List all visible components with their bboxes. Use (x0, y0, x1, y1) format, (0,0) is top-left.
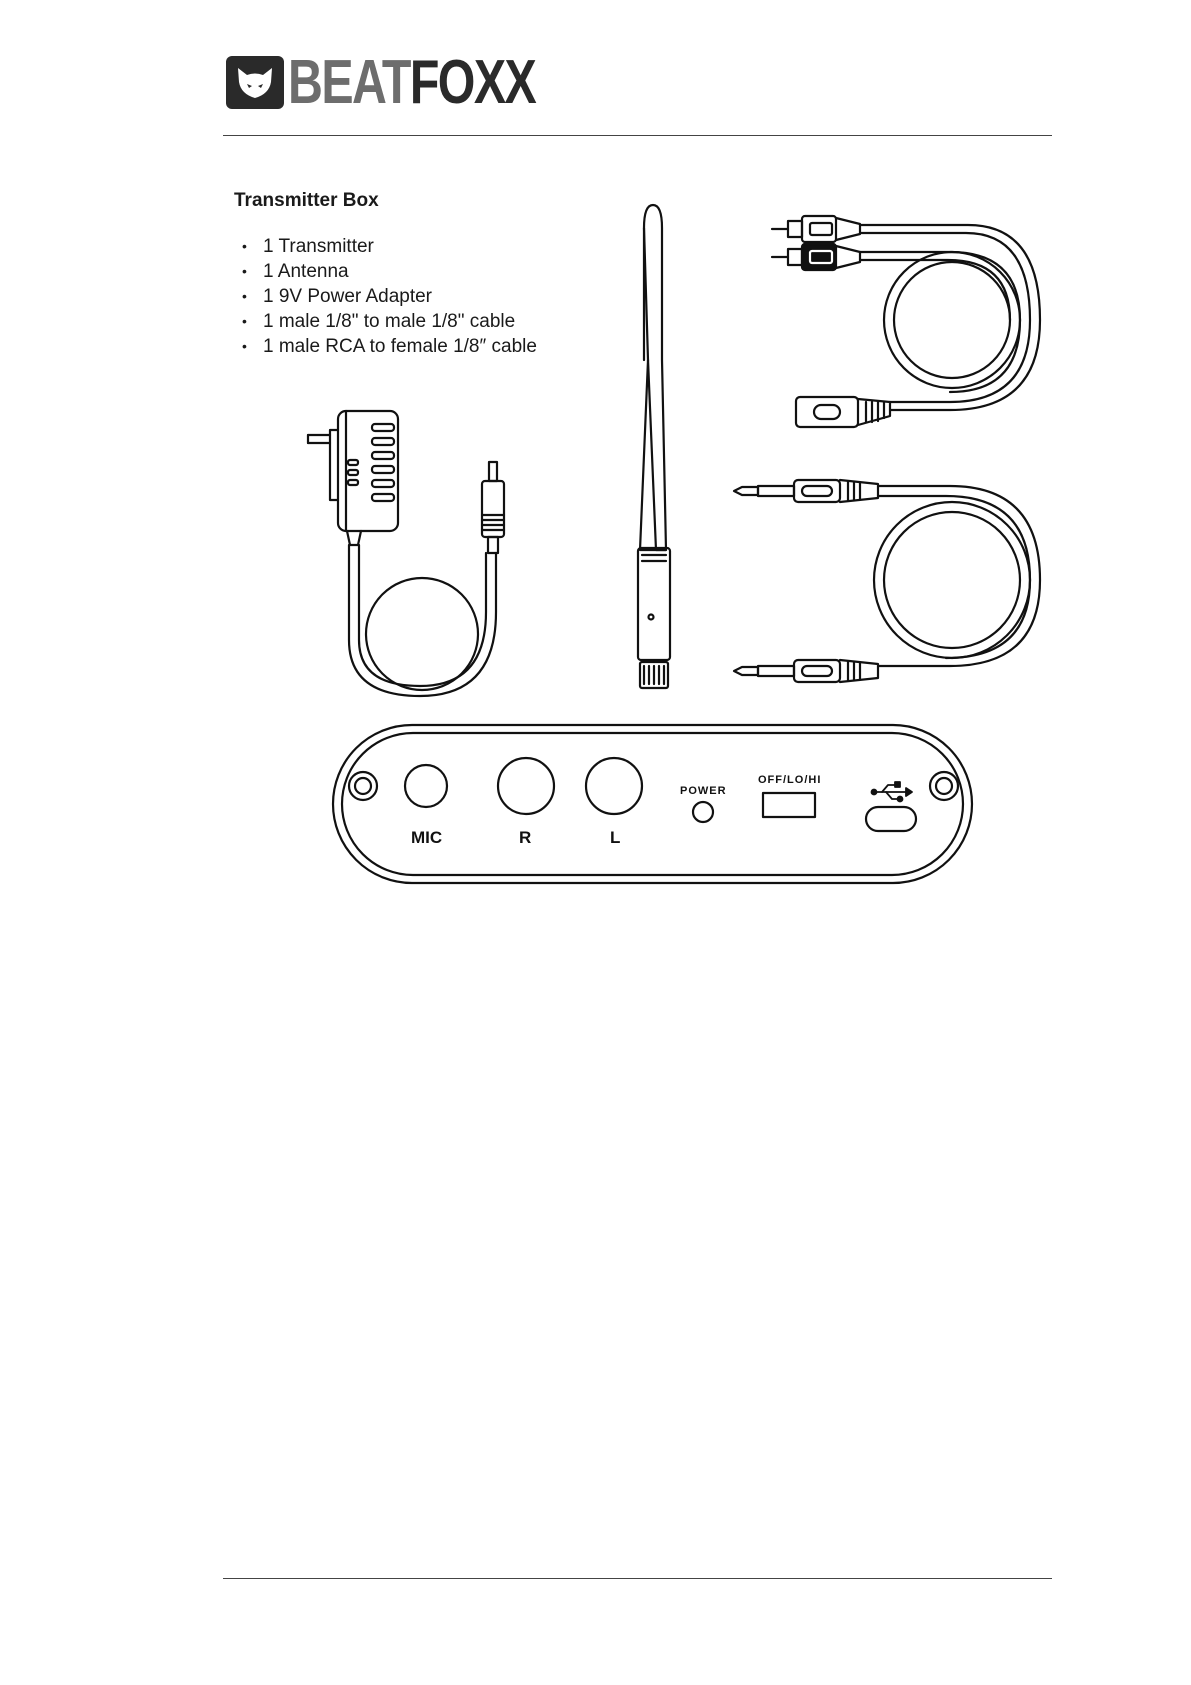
list-item: • 1 male RCA to female 1/8″ cable (242, 336, 537, 357)
usb-icon (872, 782, 913, 802)
left-jack-icon (586, 758, 642, 814)
list-item: • 1 Antenna (242, 261, 349, 282)
section-title: Transmitter Box (234, 190, 379, 211)
rca-cable-illustration (772, 216, 1040, 427)
aux-cable-illustration (734, 480, 1040, 682)
brand-wordmark: BEATFOXX (288, 48, 536, 117)
list-item: • 1 male 1/8" to male 1/8" cable (242, 311, 516, 332)
right-jack-icon (498, 758, 554, 814)
antenna-illustration (638, 205, 670, 688)
usb-port-icon (866, 807, 916, 831)
right-label: R (519, 828, 532, 847)
list-item: • 1 9V Power Adapter (242, 286, 432, 307)
power-label: POWER (680, 785, 727, 797)
power-led-icon (693, 802, 713, 822)
mic-label: MIC (411, 828, 443, 847)
power-switch-icon (763, 793, 815, 817)
switch-label: OFF/LO/HI (758, 774, 822, 786)
list-item: • 1 Transmitter (242, 236, 374, 257)
transmitter-panel-illustration (333, 725, 972, 883)
power-adapter-illustration (308, 411, 504, 696)
mic-jack-icon (405, 765, 447, 807)
left-label: L (610, 828, 621, 847)
